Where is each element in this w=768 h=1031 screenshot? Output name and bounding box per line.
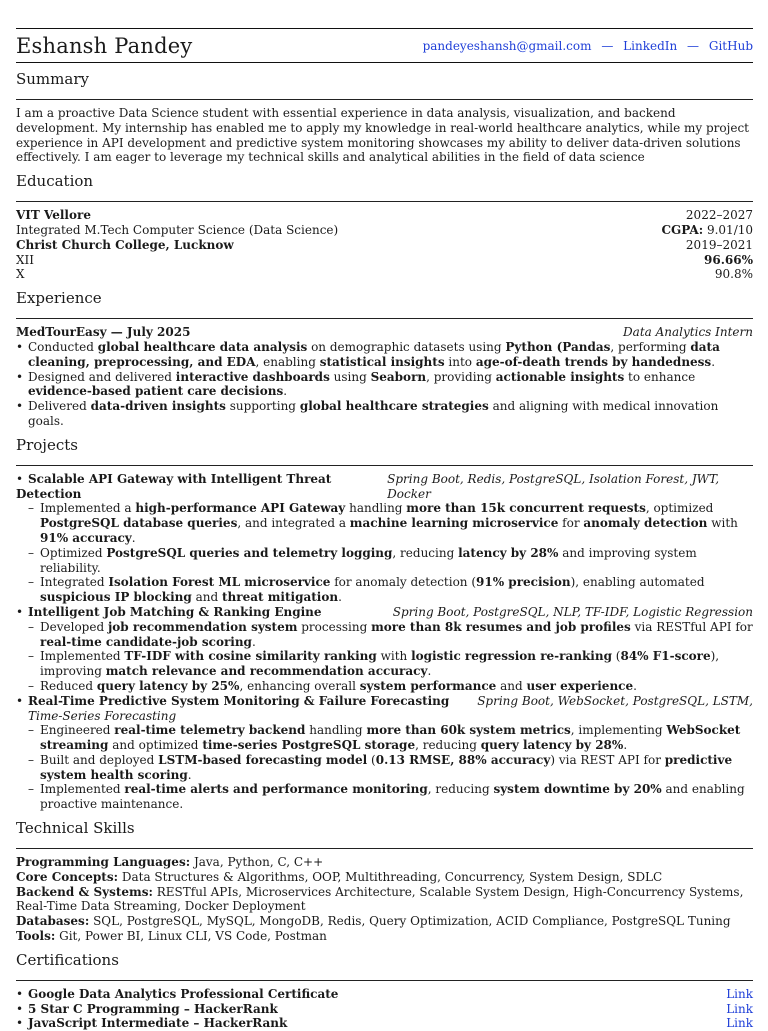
grade-value: 9.01/10 — [706, 222, 753, 237]
bullet-text — [40, 679, 753, 694]
emphasis-text: job recommendation system — [107, 619, 298, 634]
plain-text: with — [376, 649, 412, 664]
skill-line — [16, 885, 753, 915]
plain-text: ) via REST API for — [550, 752, 665, 767]
github-link[interactable]: GitHub — [708, 38, 753, 53]
plain-text: . — [251, 634, 256, 649]
bullet-text — [40, 782, 753, 812]
plain-text: , and integrated a — [237, 516, 350, 531]
plain-text: for anomaly detection ( — [330, 575, 477, 590]
summary-text: I am a proactive Data Science student with essential experience in data analysis, visualization, and backend development. My internship has enabled me to apply my knowledge in real-world healthcare analytics, while my project experience in API development and predictive system monitoring showcases my ability to deliver data-driven solutions effectively. I am eager to leverage my technical skills and analytical abilities in the field of data science — [16, 106, 750, 165]
plain-text: into — [444, 354, 476, 369]
plain-text: , providing — [426, 369, 496, 384]
plain-text: . — [427, 664, 432, 679]
plain-text: and enabling proactive maintenance. — [40, 782, 745, 812]
emphasis-text: data cleaning, preprocessing, and EDA — [28, 339, 720, 369]
plain-text: and — [496, 678, 527, 693]
plain-text: . — [623, 738, 628, 753]
certification-link[interactable]: Link — [726, 986, 753, 1001]
skill-value: Git, Power BI, Linux CLI, VS Code, Postman — [55, 929, 327, 944]
emphasis-text: anomaly detection — [583, 516, 708, 531]
project-header: • Scalable API Gateway with Intelligent Threat Detection Spring Boot, Redis, PostgreSQL, Isolation Forest, JWT, Docker — [16, 472, 753, 502]
skill-line — [16, 870, 753, 885]
plain-text: with — [707, 516, 738, 531]
section-rule — [16, 465, 753, 466]
emphasis-text: actionable insights — [495, 369, 625, 384]
plain-text: supporting — [225, 399, 300, 414]
emphasis-text: Seaborn — [370, 369, 427, 384]
plain-text: , implementing — [570, 723, 667, 738]
emphasis-text: TF-IDF with cosine similarity ranking — [124, 649, 377, 664]
plain-text: to enhance — [624, 369, 696, 384]
plain-text: using — [329, 369, 371, 384]
emphasis-text: real-time candidate-job scoring — [40, 634, 252, 649]
section-title-projects: Projects — [16, 435, 78, 454]
emphasis-text: system performance — [359, 678, 497, 693]
project-name: Real-Time Predictive System Monitoring & Failure Forecasting — [28, 693, 450, 708]
plain-text: . — [187, 767, 192, 782]
plain-text: . — [283, 384, 288, 399]
header — [16, 29, 753, 62]
plain-text: processing — [297, 619, 372, 634]
experience-bullet: • Delivered data-driven insights supporting global healthcare strategies and aligning with medical innovation goals. — [16, 399, 753, 429]
emphasis-text: LSTM-based forecasting model — [158, 752, 368, 767]
plain-text: Implemented — [40, 782, 125, 797]
emphasis-text: PostgreSQL database queries — [40, 516, 238, 531]
candidate-name: Eshansh Pandey — [16, 33, 193, 58]
project-bullet: – Reduced query latency by 25%, enhancing overall system performance and user experience. — [16, 679, 753, 694]
plain-text: Optimized — [40, 545, 107, 560]
education-row — [16, 223, 753, 238]
plain-text: . — [633, 678, 637, 693]
project-bullet: – Implemented TF-IDF with cosine similarity ranking with logistic regression re-ranking (84% F1-score), improving match relevance and recommendation accuracy. — [16, 649, 753, 679]
emphasis-text: time-series PostgreSQL storage — [202, 738, 416, 753]
certification-row: • Google Data Analytics Professional Certificate Link — [16, 986, 753, 1001]
section-title-summary: Summary — [16, 70, 89, 88]
plain-text: Implemented — [40, 649, 125, 664]
section-title-experience: Experience — [16, 289, 102, 308]
project-tech: Spring Boot, WebSocket, PostgreSQL, LSTM, — [477, 693, 753, 708]
project-name: Intelligent Job Matching & Ranking Engine — [28, 604, 322, 619]
skill-value: SQL, PostgreSQL, MySQL, MongoDB, Redis, Query Optimization, ACID Compliance, PostgreSQL Tuning — [89, 914, 731, 929]
skill-label: Core Concepts: — [16, 869, 119, 884]
plain-text: on demographic datasets using — [307, 339, 506, 354]
plain-text: via RESTful API for — [630, 619, 753, 634]
emphasis-text: real-time alerts and performance monitoring — [124, 782, 428, 797]
emphasis-text: more than 8k resumes and job profiles — [371, 619, 631, 634]
bullet-text — [40, 501, 753, 545]
plain-text: and — [191, 590, 222, 605]
class-level: XII — [16, 252, 35, 267]
plain-text: , enhancing overall — [239, 678, 360, 693]
bullet-text — [28, 399, 753, 429]
certification-link[interactable]: Link — [726, 1001, 753, 1016]
emphasis-text: threat mitigation — [221, 590, 339, 605]
bullet-text — [40, 753, 753, 783]
project-bullet: – Implemented real-time alerts and performance monitoring, reducing system downtime by 20% and enabling proactive maintenance. — [16, 782, 753, 812]
certification-row: • JavaScript Intermediate – HackerRank Link — [16, 1016, 753, 1031]
section-rule — [16, 318, 753, 319]
certification-name: JavaScript Intermediate – HackerRank — [28, 1016, 288, 1031]
plain-text: and optimized — [108, 738, 203, 753]
emphasis-text: logistic regression re-ranking — [411, 649, 612, 664]
contact-separator: — — [601, 38, 614, 53]
emphasis-text: match relevance and recommendation accuracy — [105, 664, 428, 679]
class-level: X — [16, 267, 25, 282]
plain-text: ( — [611, 649, 621, 664]
plain-text: ), enabling automated — [570, 575, 705, 590]
skill-line — [16, 855, 753, 870]
emphasis-text: suspicious IP blocking — [40, 590, 192, 605]
emphasis-text: 91% accuracy — [40, 530, 132, 545]
section-rule — [16, 201, 753, 202]
bullet-text — [40, 649, 753, 679]
bullet-text — [28, 370, 753, 400]
contact-separator: — — [687, 38, 700, 53]
bullet-text — [40, 620, 753, 650]
section-rule — [16, 980, 753, 981]
project-bullet: – Developed job recommendation system processing more than 8k resumes and job profiles via RESTful API for real-time candidate-job scoring. — [28, 619, 753, 649]
section-title-skills: Technical Skills — [16, 819, 135, 838]
plain-text: Delivered — [28, 399, 91, 414]
plain-text: handling — [345, 501, 407, 516]
project-bullet: – Optimized PostgreSQL queries and telemetry logging, reducing latency by 28% and improving system reliability. — [16, 546, 753, 576]
skill-value: Data Structures & Algorithms, OOP, Multithreading, Concurrency, System Design, SDLC — [118, 869, 663, 884]
section-title-certifications: Certifications — [16, 950, 119, 969]
project-tech-continued: Time-Series Forecasting — [28, 708, 177, 723]
plain-text: ), improving — [40, 649, 720, 679]
plain-text: ( — [367, 752, 376, 767]
emphasis-text: 84% F1-score — [620, 649, 711, 664]
emphasis-text: data-driven insights — [90, 399, 226, 414]
skill-value: Java, Python, C, C++ — [190, 855, 324, 870]
emphasis-text: WebSocket streaming — [40, 723, 741, 753]
project-tech: Spring Boot, Redis, PostgreSQL, Isolation Forest, JWT, Docker — [387, 471, 720, 501]
education-date: 2022–2027 — [685, 208, 753, 223]
skill-line — [16, 929, 753, 944]
bullet-text — [40, 723, 753, 753]
experience-header — [16, 325, 753, 340]
emphasis-text: 0.13 RMSE, 88% accuracy — [375, 752, 551, 767]
plain-text: and improving system reliability. — [40, 545, 697, 575]
plain-text: , reducing — [427, 782, 494, 797]
project-bullet: – Engineered real-time telemetry backend handling more than 60k system metrics, implementing WebSocket streaming and optimized time-series PostgreSQL storage, reducing query latency by 28%. — [16, 723, 753, 753]
plain-text: . — [711, 354, 716, 369]
bullet-text — [40, 575, 753, 605]
education-row — [16, 208, 753, 223]
school-name: Christ Church College, Lucknow — [16, 237, 234, 252]
company-name: MedTourEasy — July 2025 — [16, 325, 191, 340]
grade-label: CGPA: — [661, 222, 704, 237]
education-row — [16, 253, 753, 268]
skill-label: Programming Languages: — [16, 855, 191, 870]
emphasis-text: query latency by 25% — [96, 678, 240, 693]
score: 96.66% — [704, 252, 753, 267]
emphasis-text: real-time telemetry backend — [114, 723, 306, 738]
grade — [661, 223, 753, 238]
emphasis-text: user experience — [526, 678, 634, 693]
emphasis-text: machine learning microservice — [349, 516, 559, 531]
skill-label: Backend & Systems: — [16, 884, 153, 899]
section-title-education: Education — [16, 172, 94, 191]
project-header: • Real-Time Predictive System Monitoring & Failure Forecasting Spring Boot, WebSocket, PostgreSQL, LSTM, — [16, 693, 753, 708]
plain-text: , performing — [610, 339, 691, 354]
skill-label: Databases: — [16, 914, 90, 929]
plain-text: Engineered — [40, 723, 115, 738]
job-role: Data Analytics Intern — [623, 325, 753, 340]
plain-text: Designed and delivered — [28, 369, 176, 384]
experience-bullet: • Designed and delivered interactive dashboards using Seaborn, providing actionable insights to enhance evidence-based patient care decisions. — [16, 370, 753, 400]
project-bullet: – Implemented a high-performance API Gateway handling more than 15k concurrent requests, optimized PostgreSQL database queries, and integrated a machine learning microservice for anomaly detection with 91% accuracy. — [16, 501, 753, 545]
emphasis-text: age-of-death trends by handedness — [475, 354, 712, 369]
plain-text: Conducted — [28, 339, 98, 354]
emphasis-text: 91% precision — [476, 575, 571, 590]
project-name: Scalable API Gateway with Intelligent Threat Detection — [16, 471, 332, 501]
project-bullet: – Built and deployed LSTM-based forecasting model (0.13 RMSE, 88% accuracy) via REST API for predictive system health scoring. — [16, 753, 753, 783]
emphasis-text: predictive system health scoring — [40, 752, 733, 782]
plain-text: Implemented a — [40, 501, 136, 516]
plain-text: handling — [305, 723, 367, 738]
emphasis-text: interactive dashboards — [175, 369, 330, 384]
project-bullet: – Integrated Isolation Forest ML microservice for anomaly detection (91% precision), enabling automated suspicious IP blocking and threat mitigation. — [16, 575, 753, 605]
plain-text: Integrated — [40, 575, 109, 590]
experience-bullet: • Conducted global healthcare data analysis on demographic datasets using Python (Pandas, performing data cleaning, preprocessing, and EDA, enabling statistical insights into age-of-death trends by handedness. — [16, 340, 753, 370]
bullet-text — [28, 340, 753, 370]
emphasis-text: more than 15k concurrent requests — [406, 501, 646, 516]
emphasis-text: Isolation Forest ML microservice — [108, 575, 331, 590]
emphasis-text: statistical insights — [319, 354, 445, 369]
section-rule — [16, 848, 753, 849]
plain-text: . — [131, 530, 136, 545]
certification-row: • 5 Star C Programming – HackerRank Link — [16, 1001, 753, 1016]
education-row — [16, 267, 753, 282]
skill-label: Tools: — [16, 929, 56, 944]
plain-text: , optimized — [645, 501, 714, 516]
emphasis-text: PostgreSQL queries and telemetry logging — [106, 545, 393, 560]
emphasis-text: latency by 28% — [458, 545, 559, 560]
header-rule — [16, 62, 753, 63]
emphasis-text: system downtime by 20% — [493, 782, 662, 797]
emphasis-text: high-performance API Gateway — [135, 501, 346, 516]
plain-text: , enabling — [255, 354, 320, 369]
plain-text: Developed — [40, 619, 108, 634]
contact-links — [423, 39, 753, 53]
emphasis-text: query latency by 28% — [480, 738, 624, 753]
emphasis-text: Python (Pandas — [505, 339, 611, 354]
certification-link[interactable]: Link — [726, 1016, 753, 1031]
school-name: VIT Vellore — [16, 208, 91, 223]
certification-name: 5 Star C Programming – HackerRank — [28, 1001, 278, 1016]
linkedin-link[interactable]: LinkedIn — [623, 38, 678, 53]
emphasis-text: evidence-based patient care decisions — [28, 384, 284, 399]
project-header: • Intelligent Job Matching & Ranking Engine Spring Boot, PostgreSQL, NLP, TF-IDF, Logistic Regression — [16, 604, 753, 619]
email-link[interactable]: pandeyeshansh@gmail.com — [422, 38, 592, 53]
plain-text: . — [338, 590, 342, 605]
plain-text: , reducing — [415, 738, 481, 753]
score: 90.8% — [714, 267, 753, 282]
plain-text: , reducing — [392, 545, 459, 560]
emphasis-text: more than 60k system metrics — [366, 723, 571, 738]
emphasis-text: global healthcare data analysis — [97, 339, 308, 354]
certification-name: Google Data Analytics Professional Certificate — [28, 986, 339, 1001]
education-date: 2019–2021 — [685, 237, 753, 252]
education-row — [16, 238, 753, 253]
plain-text: for — [558, 516, 584, 531]
skill-line — [16, 914, 753, 929]
resume-page — [16, 28, 753, 1031]
plain-text: and aligning with medical innovation goals. — [28, 399, 719, 428]
project-tech: Spring Boot, PostgreSQL, NLP, TF-IDF, Logistic Regression — [392, 604, 753, 619]
bullet-text — [40, 546, 753, 576]
plain-text: Reduced — [40, 678, 97, 693]
degree-name: Integrated M.Tech Computer Science (Data Science) — [16, 222, 339, 237]
emphasis-text: global healthcare strategies — [299, 399, 489, 414]
plain-text: Built and deployed — [40, 752, 159, 767]
section-rule — [16, 99, 753, 100]
skill-value: RESTful APIs, Microservices Architecture, Scalable System Design, High-Concurrency Systems, Real-Time Data Streaming, Docker Deployment — [16, 884, 744, 914]
